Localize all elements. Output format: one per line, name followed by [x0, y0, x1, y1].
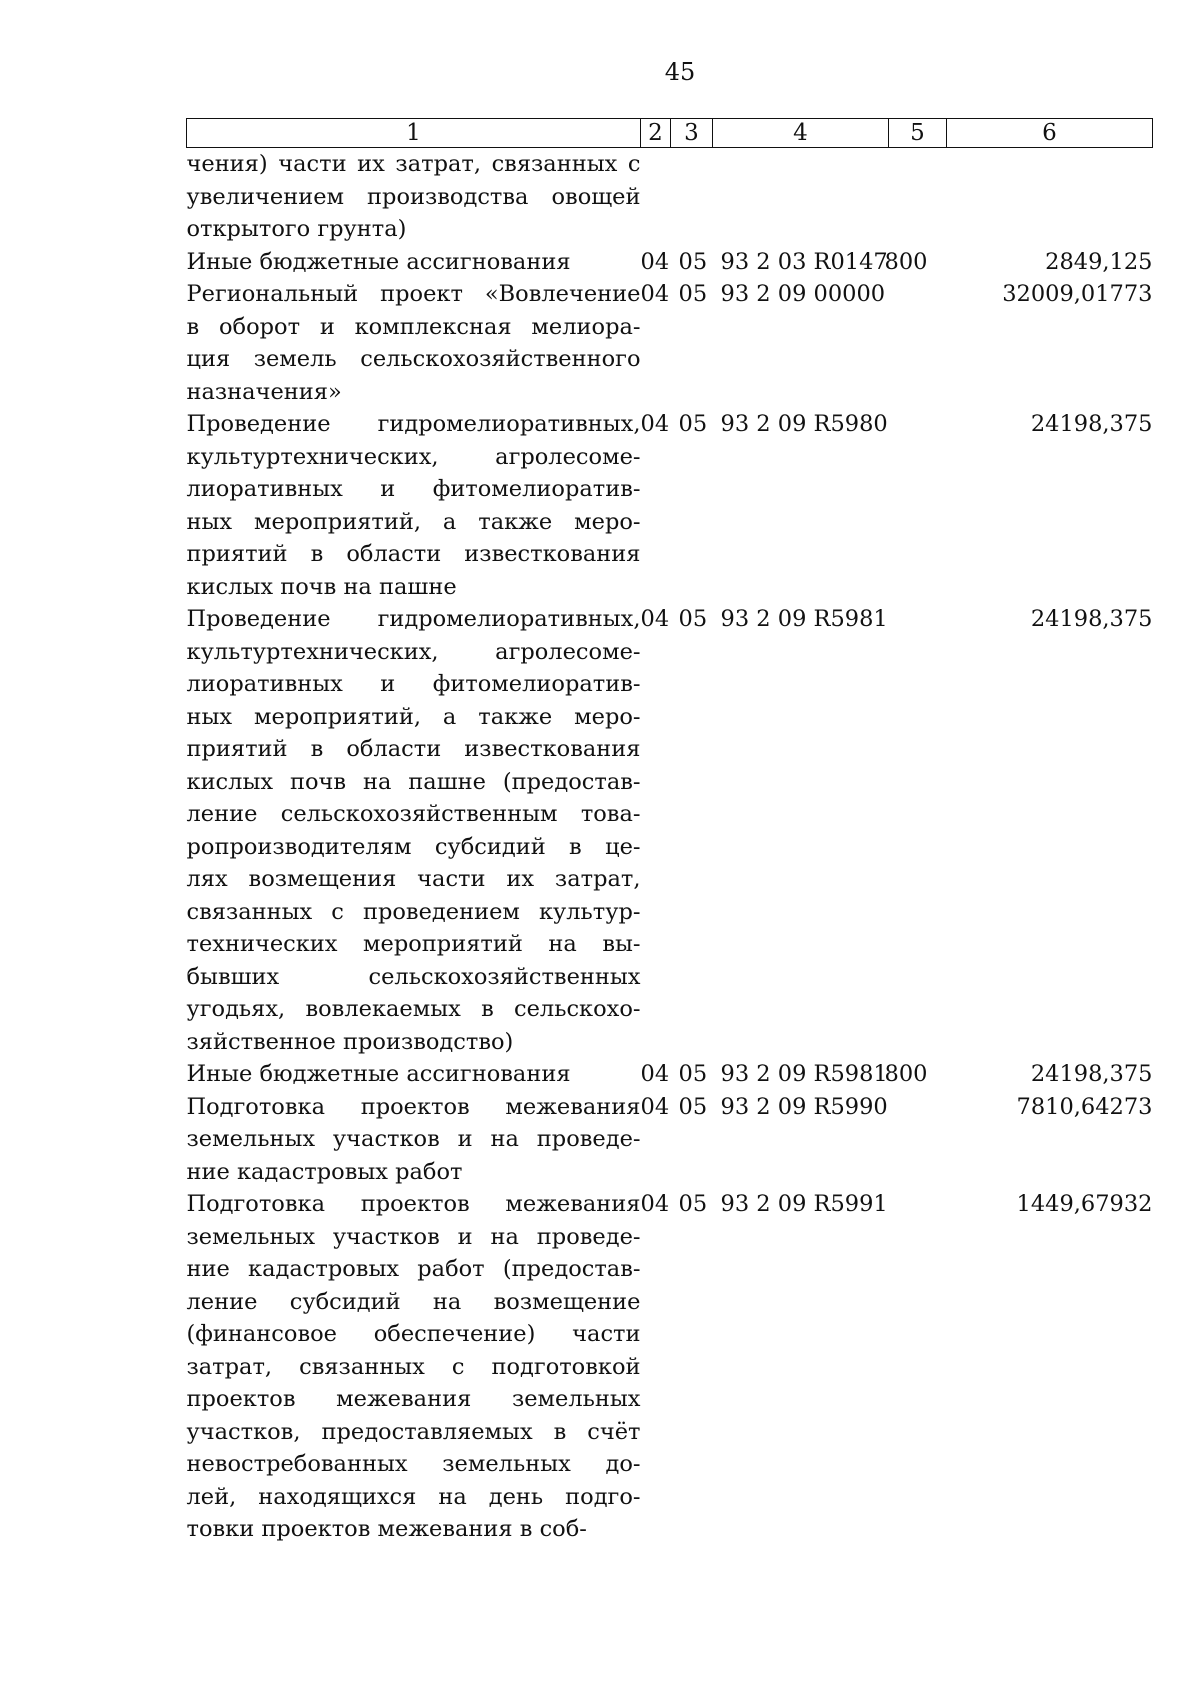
header-col-5: 5: [889, 119, 947, 148]
row-section-code: 04: [640, 1191, 670, 1217]
header-row: [187, 119, 1153, 148]
row-name-line: земельных участков и на проведе-: [186, 1126, 641, 1152]
row-codes: [641, 246, 947, 279]
row-name-line: Проведение гидромелиоративных,: [186, 606, 641, 632]
header-col-6: 6: [947, 119, 1153, 148]
table-row: [187, 1091, 1153, 1189]
row-name-line: приятий в области известкования: [186, 736, 641, 762]
row-amount: 7810,64273: [1016, 1093, 1153, 1120]
row-subsection-code: 05: [678, 281, 708, 307]
row-name-line: Иные бюджетные ассигнования: [186, 248, 571, 275]
row-name-line: ление сельскохозяйственным това-: [186, 801, 641, 827]
row-subsection-code: 05: [678, 606, 708, 632]
row-amount: 24198,375: [1030, 1061, 1153, 1087]
row-codes: [641, 278, 947, 408]
row-name-line: лиоративных и фитомелиоратив-: [186, 476, 641, 502]
row-section-code: 04: [640, 411, 670, 437]
row-name: [187, 278, 641, 408]
row-name-line: затрат, связанных с подготовкой: [186, 1353, 641, 1380]
row-name-line: земельных участков и на проведе-: [186, 1223, 641, 1250]
row-codes: [641, 1091, 947, 1189]
row-name-line: культуртехнических, агролесоме-: [186, 638, 641, 665]
row-name: [187, 408, 641, 603]
row-name-line: (финансовое обеспечение) части: [186, 1321, 641, 1347]
row-name-line: невостребованных земельных до-: [186, 1451, 641, 1477]
row-name-line: лях возмещения части их затрат,: [186, 866, 641, 892]
table-row: [187, 1188, 1153, 1546]
row-subsection-code: 05: [678, 1191, 708, 1217]
row-subsection-code: 05: [678, 248, 708, 275]
header-col-4: 4: [713, 119, 889, 148]
page-number: 45: [664, 58, 696, 86]
row-subsection-code: 05: [678, 1061, 708, 1087]
table-row: [187, 408, 1153, 603]
row-codes: [641, 1058, 947, 1091]
row-section-code: 04: [640, 248, 670, 275]
row-name-line: Подготовка проектов межевания: [186, 1093, 641, 1120]
row-codes: [641, 1188, 947, 1546]
row-name-line: ных мероприятий, а также меро-: [186, 508, 641, 535]
row-name-line: товки проектов межевания в соб-: [186, 1516, 587, 1542]
row-name-line: ние кадастровых работ (предостав-: [186, 1256, 641, 1282]
row-section-code: 04: [640, 606, 670, 632]
row-expense-type-code: 800: [884, 1061, 928, 1087]
row-codes: [641, 603, 947, 1058]
row-codes: [641, 148, 947, 246]
row-name-line: кислых почв на пашне: [186, 573, 457, 600]
table-body: [187, 148, 1153, 1546]
row-name-line: Проведение гидромелиоративных,: [186, 411, 641, 437]
row-name-line: связанных с проведением культур-: [186, 898, 641, 925]
row-name: [187, 1091, 641, 1189]
table-header: [187, 119, 1153, 148]
row-name: [187, 603, 641, 1058]
header-col-3: 3: [671, 119, 713, 148]
row-name: [187, 1188, 641, 1546]
row-section-code: 04: [640, 1061, 670, 1087]
row-name-line: в оборот и комплексная мелиора-: [186, 313, 641, 340]
table-row: [187, 1058, 1153, 1091]
row-amount: 24198,375: [1030, 606, 1153, 632]
row-amount: [947, 148, 1153, 246]
row-subsection-code: 05: [678, 1093, 708, 1120]
row-name-line: лей, находящихся на день подго-: [186, 1483, 641, 1510]
row-amount: 1449,67932: [1016, 1191, 1153, 1217]
row-name-line: увеличением производства овощей: [186, 183, 641, 210]
row-name-line: культуртехнических, агролесоме-: [186, 443, 641, 470]
row-name-line: ных мероприятий, а также меро-: [186, 703, 641, 730]
row-name-line: ция земель сельскохозяйственного: [186, 346, 641, 372]
row-name-line: угодьях, вовлекаемых в сельскохо-: [186, 996, 641, 1022]
row-name-line: Иные бюджетные ассигнования: [186, 1061, 571, 1087]
row-name-line: ление субсидий на возмещение: [186, 1288, 641, 1315]
table-row: [187, 278, 1153, 408]
header-col-1: 1: [187, 119, 641, 148]
table-row: [187, 603, 1153, 1058]
row-expense-type-code: 800: [884, 248, 928, 275]
row-target-article-code: 93 2 09 00000: [720, 281, 886, 307]
row-name-line: кислых почв на пашне (предостав-: [186, 768, 641, 795]
budget-table: [186, 118, 1153, 1546]
row-name-line: технических мероприятий на вы-: [186, 931, 641, 957]
row-target-article-code: 93 2 09 R5981: [720, 606, 888, 632]
row-target-article-code: 93 2 09 R5990: [720, 1093, 888, 1120]
table-row: [187, 246, 1153, 279]
row-name-line: открытого грунта): [186, 216, 407, 242]
header-col-2: 2: [641, 119, 671, 148]
row-name-line: ние кадастровых работ: [186, 1158, 463, 1185]
table-row: [187, 148, 1153, 246]
row-name: [187, 246, 641, 279]
row-name-line: участков, предоставляемых в счёт: [186, 1418, 641, 1445]
row-target-article-code: 93 2 09 R5981: [720, 1061, 888, 1087]
row-name-line: приятий в области известкования: [186, 541, 641, 567]
row-amount: 2849,125: [1045, 248, 1153, 275]
row-codes: [641, 408, 947, 603]
row-name: [187, 1058, 641, 1091]
row-name-line: бывших сельскохозяйственных: [186, 963, 641, 990]
row-name-line: лиоративных и фитомелиоратив-: [186, 671, 641, 697]
row-name-line: зяйственное производство): [186, 1028, 514, 1055]
row-name-line: Региональный проект «Вовлечение: [186, 281, 641, 307]
row-amount: 24198,375: [1030, 411, 1153, 437]
row-target-article-code: 93 2 03 R0147: [720, 248, 888, 275]
row-name-line: Подготовка проектов межевания: [186, 1191, 641, 1217]
row-name-line: проектов межевания земельных: [186, 1386, 641, 1412]
row-section-code: 04: [640, 281, 670, 307]
row-amount: 32009,01773: [1002, 281, 1153, 307]
row-name-line: назначения»: [186, 378, 342, 405]
row-name: [187, 148, 641, 246]
row-subsection-code: 05: [678, 411, 708, 437]
row-target-article-code: 93 2 09 R5991: [720, 1191, 888, 1217]
row-name-line: ропроизводителям субсидий в це-: [186, 833, 641, 860]
row-section-code: 04: [640, 1093, 670, 1120]
row-name-line: чения) части их затрат, связанных с: [186, 151, 641, 177]
row-target-article-code: 93 2 09 R5980: [720, 411, 888, 437]
